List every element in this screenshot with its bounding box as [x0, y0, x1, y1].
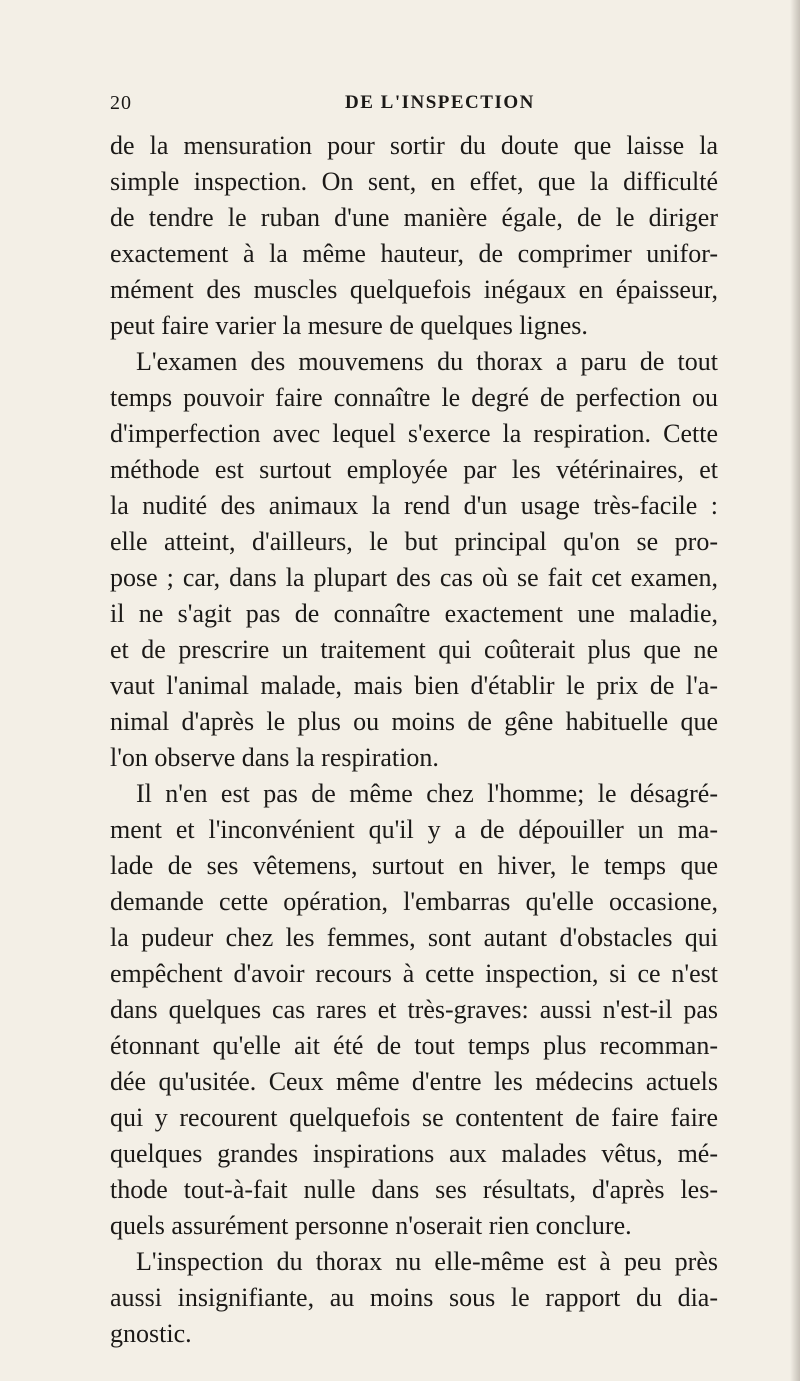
text-line: et de prescrire un traitement qui coûterait plus que ne [110, 635, 718, 664]
text-line: étonnant qu'elle ait été de tout temps plus recomman- [110, 1031, 718, 1060]
text-line: aussi insignifiante, au moins sous le rapport du dia- [110, 1283, 718, 1312]
text-line: méthode est surtout employée par les vétérinaires, et [110, 455, 718, 484]
running-title: DE L'INSPECTION [345, 92, 535, 113]
paragraph-start-line: L'examen des mouvemens du thorax a paru de tout [136, 347, 718, 376]
text-line: vaut l'animal malade, mais bien d'établir le prix de l'a- [110, 671, 718, 700]
text-line: la nudité des animaux la rend d'un usage très-facile : [110, 491, 718, 520]
text-line: demande cette opération, l'embarras qu'elle occasione, [110, 887, 718, 916]
text-line: empêchent d'avoir recours à cette inspection, si ce n'est [110, 959, 718, 988]
text-line: la pudeur chez les femmes, sont autant d'obstacles qui [110, 923, 718, 952]
body-text [110, 128, 718, 1352]
text-line: de la mensuration pour sortir du doute que laisse la [110, 131, 718, 160]
text-line: gnostic. [110, 1319, 192, 1348]
text-line: l'on observe dans la respiration. [110, 743, 439, 772]
text-line: exactement à la même hauteur, de comprimer unifor- [110, 239, 718, 268]
page-header [110, 92, 718, 116]
text-line: lade de ses vêtemens, surtout en hiver, le temps que [110, 851, 718, 880]
text-line: quels assurément personne n'oserait rien conclure. [110, 1211, 632, 1240]
text-line: temps pouvoir faire connaître le degré de perfection ou [110, 383, 718, 412]
text-line: thode tout-à-fait nulle dans ses résultats, d'après les- [110, 1175, 718, 1204]
text-line: d'imperfection avec lequel s'exerce la respiration. Cette [110, 419, 718, 448]
paragraph-start-line: L'inspection du thorax nu elle-même est à peu près [136, 1247, 718, 1276]
text-line: peut faire varier la mesure de quelques lignes. [110, 311, 588, 340]
page-edge-shadow [790, 0, 800, 1381]
text-line: ment et l'inconvénient qu'il y a de dépouiller un ma- [110, 815, 718, 844]
text-line: il ne s'agit pas de connaître exactement une maladie, [110, 599, 718, 628]
page-number: 20 [110, 92, 132, 114]
text-line: elle atteint, d'ailleurs, le but principal qu'on se pro- [110, 527, 718, 556]
text-line: simple inspection. On sent, en effet, que la difficulté [110, 167, 718, 196]
text-line: de tendre le ruban d'une manière égale, de le diriger [110, 203, 718, 232]
text-line: quelques grandes inspirations aux malades vêtus, mé- [110, 1139, 718, 1168]
text-line: dans quelques cas rares et très-graves: aussi n'est-il pas [110, 995, 718, 1024]
text-line: mément des muscles quelquefois inégaux en épaisseur, [110, 275, 718, 304]
text-line: dée qu'usitée. Ceux même d'entre les médecins actuels [110, 1067, 718, 1096]
text-line: pose ; car, dans la plupart des cas où se fait cet examen, [110, 563, 718, 592]
text-line: qui y recourent quelquefois se contentent de faire faire [110, 1103, 718, 1132]
paragraph-start-line: Il n'en est pas de même chez l'homme; le désagré- [136, 779, 718, 808]
text-line: nimal d'après le plus ou moins de gêne habituelle que [110, 707, 718, 736]
